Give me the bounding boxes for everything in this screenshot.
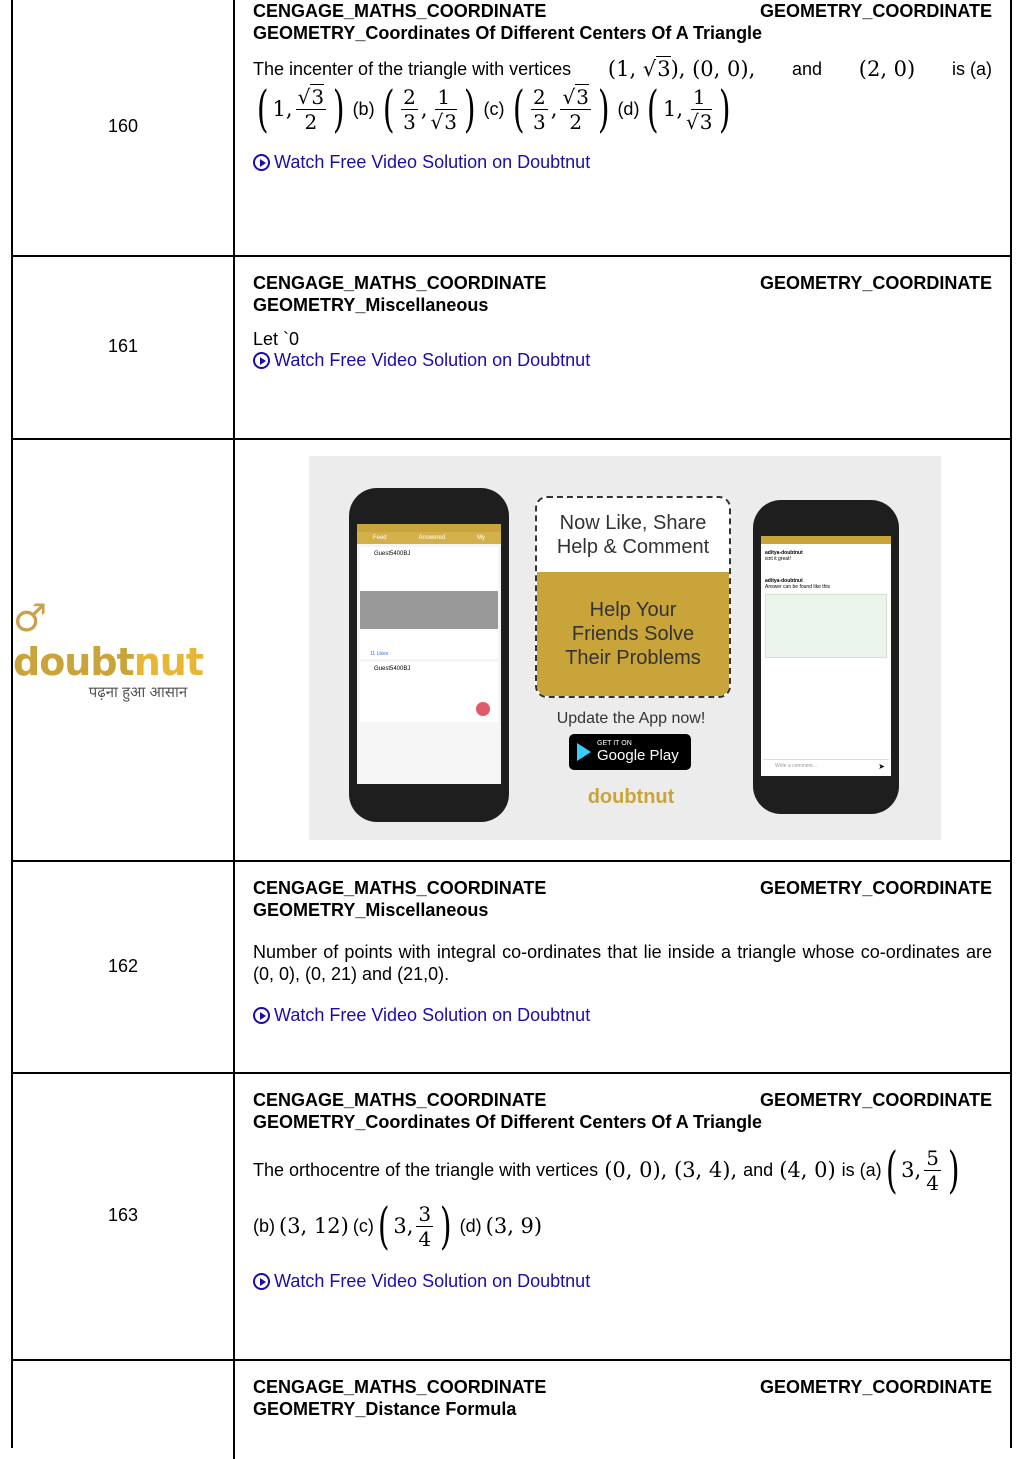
google-play-icon <box>577 743 591 761</box>
question-content <box>235 860 1010 1072</box>
ad-row <box>13 438 1010 862</box>
play-circle-icon <box>253 154 270 171</box>
watch-video-link[interactable]: Watch Free Video Solution on Doubtnut <box>253 152 992 173</box>
question-content <box>235 255 1010 438</box>
question-header <box>253 1089 992 1133</box>
question-row-partial <box>13 1359 1010 1459</box>
question-number <box>13 1359 235 1459</box>
doubtnut-d-icon: ♂ <box>13 596 47 640</box>
subject-tag: CENGAGE_MATHS_COORDINATE <box>253 1 547 21</box>
play-circle-icon <box>253 1007 270 1024</box>
chapter-tag: GEOMETRY_COORDINATE <box>759 1 992 21</box>
watch-video-link[interactable]: Watch Free Video Solution on Doubtnut <box>253 1005 992 1026</box>
question-row-160 <box>13 0 1010 257</box>
play-circle-icon <box>253 352 270 369</box>
watch-video-link[interactable]: Watch Free Video Solution on Doubtnut <box>253 1271 992 1292</box>
question-number: 162 <box>13 860 235 1072</box>
math-vertices: (1, √3), (0, 0), <box>607 57 756 81</box>
feed-card: Guest5400BJ <box>360 662 498 722</box>
chapter-tag: GEOMETRY_COORDINATE <box>759 878 992 898</box>
question-content <box>235 1072 1010 1359</box>
send-icon[interactable]: ➤ <box>878 761 885 771</box>
phone-screen <box>761 536 891 776</box>
topic-tag: GEOMETRY_Distance Formula <box>253 1399 517 1419</box>
answer-image <box>765 594 887 658</box>
subject-tag: CENGAGE_MATHS_COORDINATE <box>253 273 547 293</box>
column-divider <box>233 438 235 860</box>
question-header <box>253 877 992 921</box>
chapter-tag: GEOMETRY_COORDINATE <box>759 1377 992 1397</box>
chat-message: aditya-doubtnut Answer can be found like this <box>765 578 887 658</box>
question-row-163 <box>13 1072 1010 1361</box>
feed-card: Guest5400BJ 11 Likes <box>360 547 498 659</box>
doubtnut-logo-cell[interactable] <box>13 438 233 860</box>
phone-screen <box>357 524 501 784</box>
topic-tag: GEOMETRY_Coordinates Of Different Centers Of A Triangle <box>253 1112 763 1132</box>
google-play-button[interactable]: GET IT ON Google Play <box>569 734 691 770</box>
status-bar <box>761 536 891 544</box>
doubtnut-logo: ♂ doubtnut <box>13 596 204 684</box>
question-number: 163 <box>13 1072 235 1359</box>
question-row-162 <box>13 860 1010 1074</box>
answer-options: ( 1, $\frac{√3}{2}$ ) (b) ( $\frac{2}{3}$ , $\frac{1}{√3}$ ) (c) ( $\frac{2}{3}$ , $\frac{√3}{2}$ ) (d) ( 1, $\frac{1}{√3}$ ) <box>256 80 732 138</box>
question-text: Number of points with integral co-ordinates that lie inside a triangle whose co-ordinates are (0, 0), (0, 21) and (21,0). <box>253 942 992 984</box>
topic-tag: GEOMETRY_Coordinates Of Different Centers Of A Triangle <box>253 23 763 43</box>
question-header <box>253 272 992 316</box>
subject-tag: CENGAGE_MATHS_COORDINATE <box>253 1090 547 1110</box>
question-content <box>235 0 1010 255</box>
app-tabs: Feed Answered My <box>357 532 501 544</box>
question-content <box>235 1359 1010 1459</box>
brand-small-logo: doubtnut <box>587 786 675 808</box>
play-circle-icon <box>253 1273 270 1290</box>
question-header <box>253 0 992 44</box>
add-icon <box>476 702 490 716</box>
topic-tag: GEOMETRY_Miscellaneous <box>253 295 489 315</box>
subject-tag: CENGAGE_MATHS_COORDINATE <box>253 878 547 898</box>
question-number: 160 <box>13 0 235 255</box>
document-page <box>11 0 1012 1448</box>
question-image <box>360 591 498 629</box>
chapter-tag: GEOMETRY_COORDINATE <box>759 273 992 293</box>
status-bar <box>357 524 501 532</box>
comment-input[interactable]: Write a comment... ➤ <box>763 759 889 772</box>
question-number: 161 <box>13 255 235 438</box>
topic-tag: GEOMETRY_Miscellaneous <box>253 900 489 920</box>
tagline: पढ़ना हुआ आसान <box>88 684 188 701</box>
question-header <box>253 1376 992 1420</box>
question-row-161 <box>13 255 1010 440</box>
subject-tag: CENGAGE_MATHS_COORDINATE <box>253 1377 547 1397</box>
promo-bubble: Now Like, Share Help & Comment Help Your Friends Solve Their Problems <box>535 496 731 698</box>
watch-video-link[interactable]: Watch Free Video Solution on Doubtnut <box>253 350 992 371</box>
question-text: The incenter of the triangle with vertices (1, √3), (0, 0), and (2, 0) is (a) ( 1, $\frac{√3}{2}$ ) (b) ( $\frac{2}{3}$ , $\frac{1}{√3}$ ) (c) ( $\frac{2}{3}$ , $\frac{√3}{2}$ ) (d) ( 1, $\frac{1}{√3}$ ) <box>253 57 992 138</box>
chat-message: aditya-doubtnut isnt it great! <box>765 550 803 562</box>
phone-mockup-right <box>753 500 899 814</box>
app-promo-banner[interactable]: Feed Answered My Guest5400BJ 11 Likes Guest5400BJ Now Like, Share Help & Comment Help Your Friends Solve Their Problems Update the App now! GET IT ON Google Play doubtnut aditya-doubtnut isnt it great! aditya-doubtnut Answer can be found like this Write a comment... ➤ <box>309 456 941 840</box>
chapter-tag: GEOMETRY_COORDINATE <box>759 1090 992 1110</box>
question-text: The orthocentre of the triangle with vertices (0, 0), (3, 4), and (4, 0) is (a) ( 3, $\frac{5}{4}$ ) (b) (3, 12) (c) ( 3, $\frac{3}{4}$ ) (d) (3, 9) <box>253 1141 960 1255</box>
phone-mockup-left <box>349 488 509 822</box>
question-text: Let `0 <box>253 329 300 349</box>
